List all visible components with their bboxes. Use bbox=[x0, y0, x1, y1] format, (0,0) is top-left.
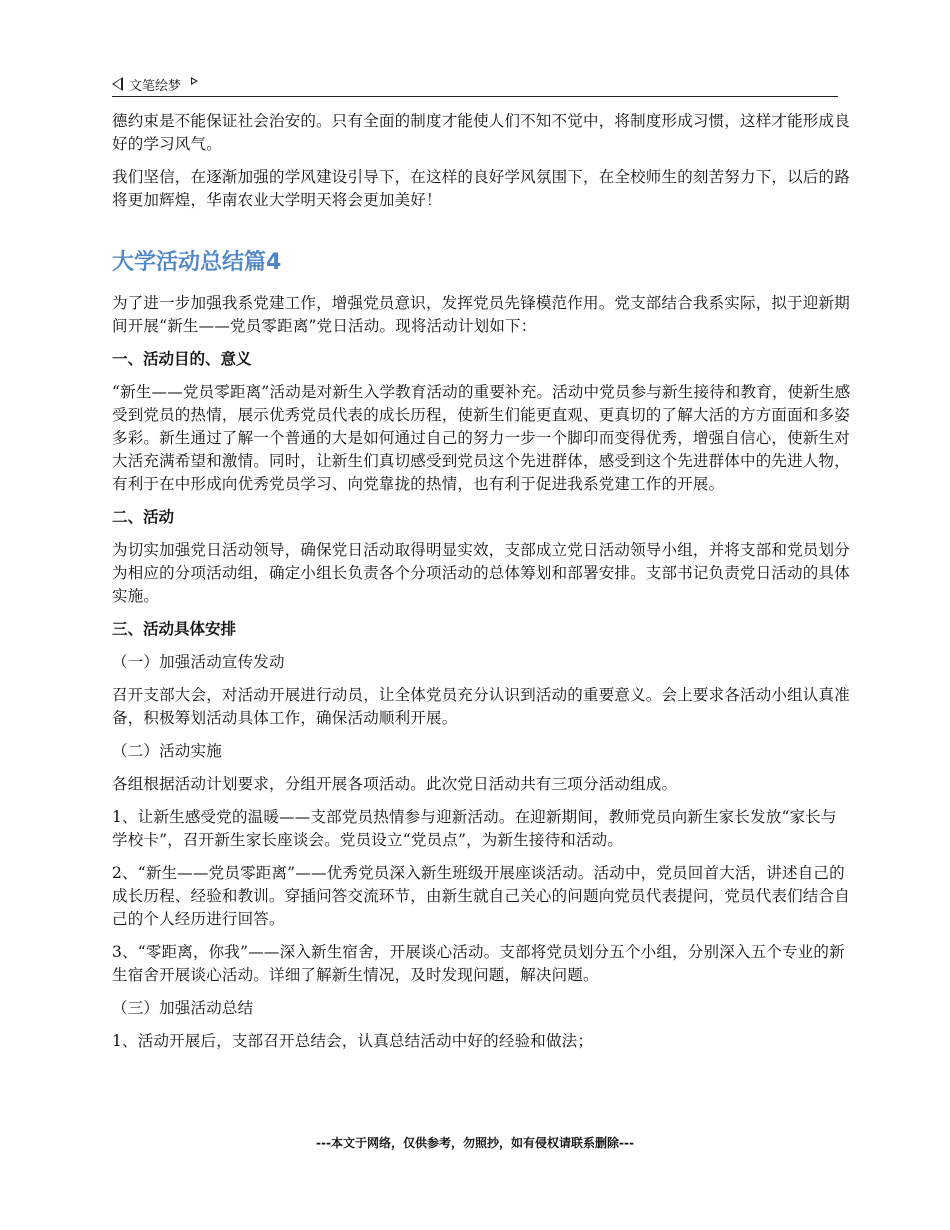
sub3-heading: （三）加强活动总结 bbox=[112, 999, 254, 1017]
triangle-right-icon bbox=[191, 77, 198, 85]
list-item-1: 1、让新生感受党的温暖——支部党员热情参与迎新活动。在迎新期间，教师党员向新生家长发放“家长与学校卡”，召开新生家长座谈会。党员设立“党员点”，为新生接待和活动。 bbox=[112, 808, 837, 849]
sub2-heading: （二）活动实施 bbox=[112, 742, 222, 760]
section2-body: 为切实加强党日活动领导，确保党日活动取得明显实效，支部成立党日活动领导小组，并将支部和党员划分为相应的分项活动组，确定小组长负责各个分项活动的总体筹划和部署安排。支部书记负责党日活动的具体实施。 bbox=[112, 541, 850, 605]
footer-notice: ---本文于网络，仅供参考，勿照抄，如有侵权请联系删除--- bbox=[316, 1136, 634, 1150]
intro-paragraph-1: 德约束是不能保证社会治安的。只有全面的制度才能使人们不知不觉中，将制度形成习惯，这样才能形成良好的学习风气。 bbox=[112, 112, 850, 153]
page-header bbox=[112, 72, 838, 97]
sub3-item-1: 1、活动开展后，支部召开总结会，认真总结活动中好的经验和做法； bbox=[112, 1032, 594, 1050]
list-item-2: 2、“新生——党员零距离”——优秀党员深入新生班级开展座谈活动。活动中，党员回首大活，讲述自己的成长历程、经验和教训。穿插问答交流环节，由新生就自己关心的问题向党员代表提问，党员代表们结合自己的个人经历进行回答。 bbox=[112, 864, 850, 928]
header-title: 文笔绘梦 bbox=[129, 78, 182, 94]
sub1-heading: （一）加强活动宣传发动 bbox=[112, 653, 285, 671]
section1-body: “新生——党员零距离”活动是对新生入学教育活动的重要补充。活动中党员参与新生接待和教育，使新生感受到党员的热情，展示优秀党员代表的成长历程，使新生们能更直观、更真切的了解大活的方方面面和多姿多彩。新生通过了解一个普通的大是如何通过自己的努力一步一个脚印而变得优秀，增强自信心，使新生对大活充满希望和激情。同时，让新生们真切感受到党员这个先进群体，感受到这个先进群体中的先进人物，有利于在中形成向优秀党员学习、向党靠拢的热情，也有利于促进我系党建工作的开展。 bbox=[112, 383, 851, 493]
section1-heading: 一、活动目的、意义 bbox=[112, 350, 252, 368]
section3-heading: 三、活动具体安排 bbox=[112, 620, 237, 638]
section2-heading: 二、活动 bbox=[112, 508, 175, 526]
sub2-body: 各组根据活动计划要求，分组开展各项活动。此次党日活动共有三项分活动组成。 bbox=[112, 775, 678, 793]
triangle-left-icon bbox=[112, 77, 123, 91]
sub1-body: 召开支部大会，对活动开展进行动员，让全体党员充分认识到活动的重要意义。会上要求各活动小组认真准备，积极筹划活动具体工作，确保活动顺利开展。 bbox=[112, 686, 850, 727]
list-item-3: 3、“零距离，你我”——深入新生宿舍，开展谈心活动。支部将党员划分五个小组，分别深入五个专业的新生宿舍开展谈心活动。详细了解新生情况，及时发现问题，解决问题。 bbox=[112, 943, 845, 984]
article-title: 大学活动总结篇4 bbox=[112, 250, 282, 275]
document-body bbox=[112, 110, 852, 1063]
intro-paragraph-2: 我们坚信，在逐渐加强的学风建设引导下，在这样的良好学风氛围下，在全校师生的刻苦努力下，以后的路将更加辉煌，华南农业大学明天将会更加美好！ bbox=[112, 168, 850, 209]
article-lead: 为了进一步加强我系党建工作，增强党员意识，发挥党员先锋模范作用。党支部结合我系实际，拟于迎新期间开展“新生——党员零距离”党日活动。现将活动计划如下： bbox=[112, 294, 850, 335]
